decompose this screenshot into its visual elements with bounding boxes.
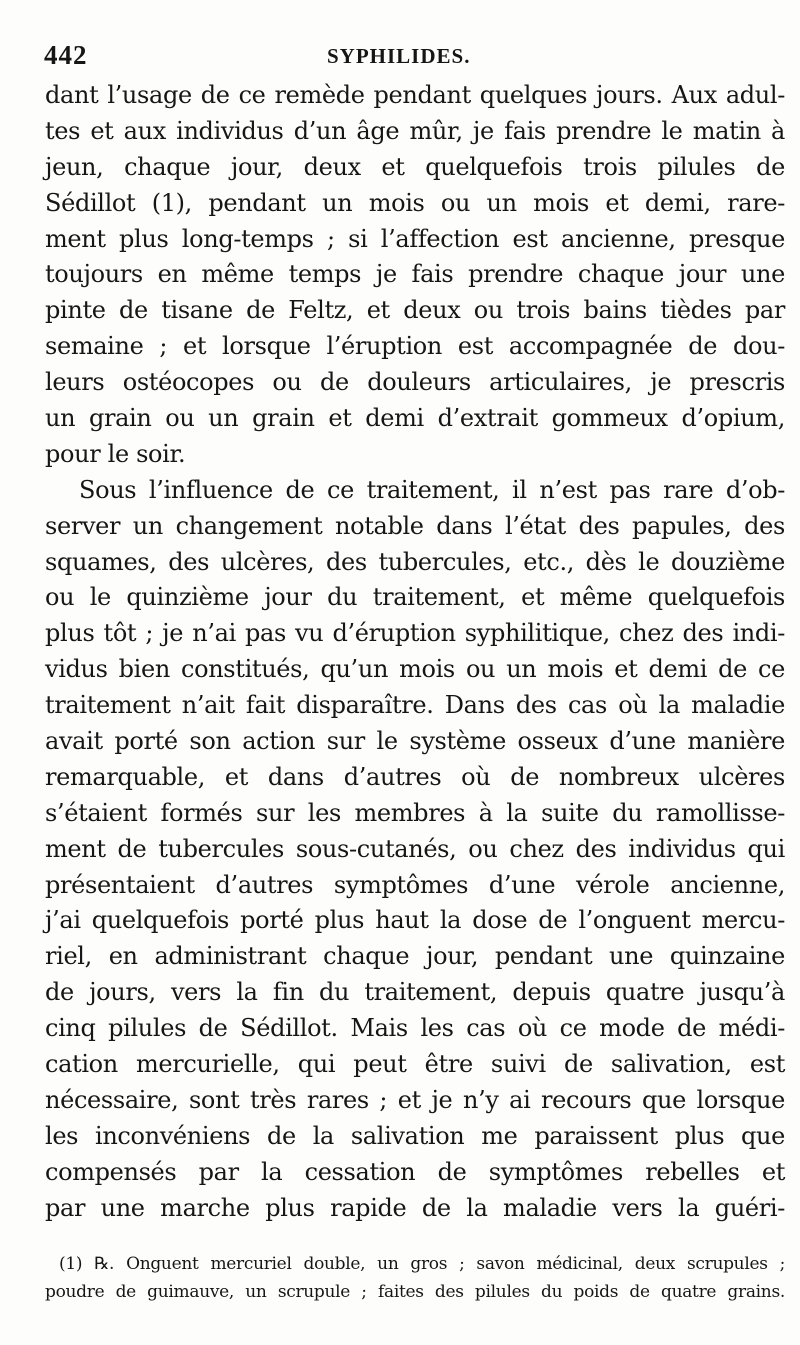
text-line: ment de tubercules sous-cutanés, ou chez des individus qui [45,834,785,863]
text-line: vidus bien constitués, qu’un mois ou un mois et demi de ce [45,655,785,684]
text-line: un grain ou un grain et demi d’extrait gommeux d’opium, [45,404,785,433]
text-line: squames, des ulcères, des tubercules, etc., dès le douzième [45,547,785,576]
paragraph-end-line: pour le soir. [45,439,186,468]
body-text [45,78,785,1227]
text-line: ment plus long-temps ; si l’affection est ancienne, presque [45,224,785,253]
text-line: jeun, chaque jour, deux et quelquefois trois pilules de [45,152,785,181]
text-line: remarquable, et dans d’autres où de nombreux ulcères [45,762,785,791]
text-line: par une marche plus rapide de la maladie vers la guéri- [45,1193,785,1222]
text-line: compensés par la cessation de symptômes rebelles et [45,1157,785,1186]
footnote-line: poudre de guimauve, un scrupule ; faites des pilules du poids de quatre grains. [45,1282,785,1302]
text-line: riel, en administrant chaque jour, pendant une quinzaine [45,942,785,971]
page-number: 442 [44,40,88,70]
text-line: ou le quinzième jour du traitement, et même quelquefois [45,583,785,612]
text-line: cinq pilules de Sédillot. Mais les cas où ce mode de médi- [45,1014,785,1043]
text-line: leurs ostéocopes ou de douleurs articulaires, je prescris [45,368,785,397]
text-line: avait porté son action sur le système osseux d’une manière [45,727,785,756]
text-line: server un changement notable dans l’état des papules, des [45,511,785,540]
text-line: pinte de tisane de Feltz, et deux ou trois bains tièdes par [45,296,785,325]
text-line: dant l’usage de ce remède pendant quelques jours. Aux adul- [45,81,785,109]
text-line: plus tôt ; je n’ai pas vu d’éruption syphilitique, chez des indi- [45,619,785,648]
paragraph-start-line: Sous l’influence de ce traitement, il n’est pas rare d’ob- [79,475,785,504]
text-line: tes et aux individus d’un âge mûr, je fais prendre le matin à [45,116,785,145]
text-line: de jours, vers la fin du traitement, depuis quatre jusqu’à [45,978,785,1007]
text-line: Sédillot (1), pendant un mois ou un mois et demi, rare- [45,188,785,217]
text-line: cation mercurielle, qui peut être suivi de salivation, est [45,1050,785,1079]
running-head [44,38,770,78]
running-title: SYPHILIDES. [327,44,471,68]
text-line: s’étaient formés sur les membres à la suite du ramollisse- [45,798,785,827]
footnote [45,1250,785,1306]
text-line: toujours en même temps je fais prendre chaque jour une [45,260,785,289]
text-line: nécessaire, sont très rares ; et je n’y ai recours que lorsque [45,1085,785,1114]
text-line: traitement n’ait fait disparaître. Dans des cas où la maladie [45,691,785,720]
text-line: j’ai quelquefois porté plus haut la dose de l’onguent mercu- [45,906,785,935]
text-line: semaine ; et lorsque l’éruption est accompagnée de dou- [45,332,785,361]
text-line: présentaient d’autres symptômes d’une vérole ancienne, [45,870,785,899]
footnote-line: (1) ℞. Onguent mercuriel double, un gros ; savon médicinal, deux scrupules ; [59,1254,785,1274]
text-line: les inconvéniens de la salivation me paraissent plus que [45,1121,785,1150]
